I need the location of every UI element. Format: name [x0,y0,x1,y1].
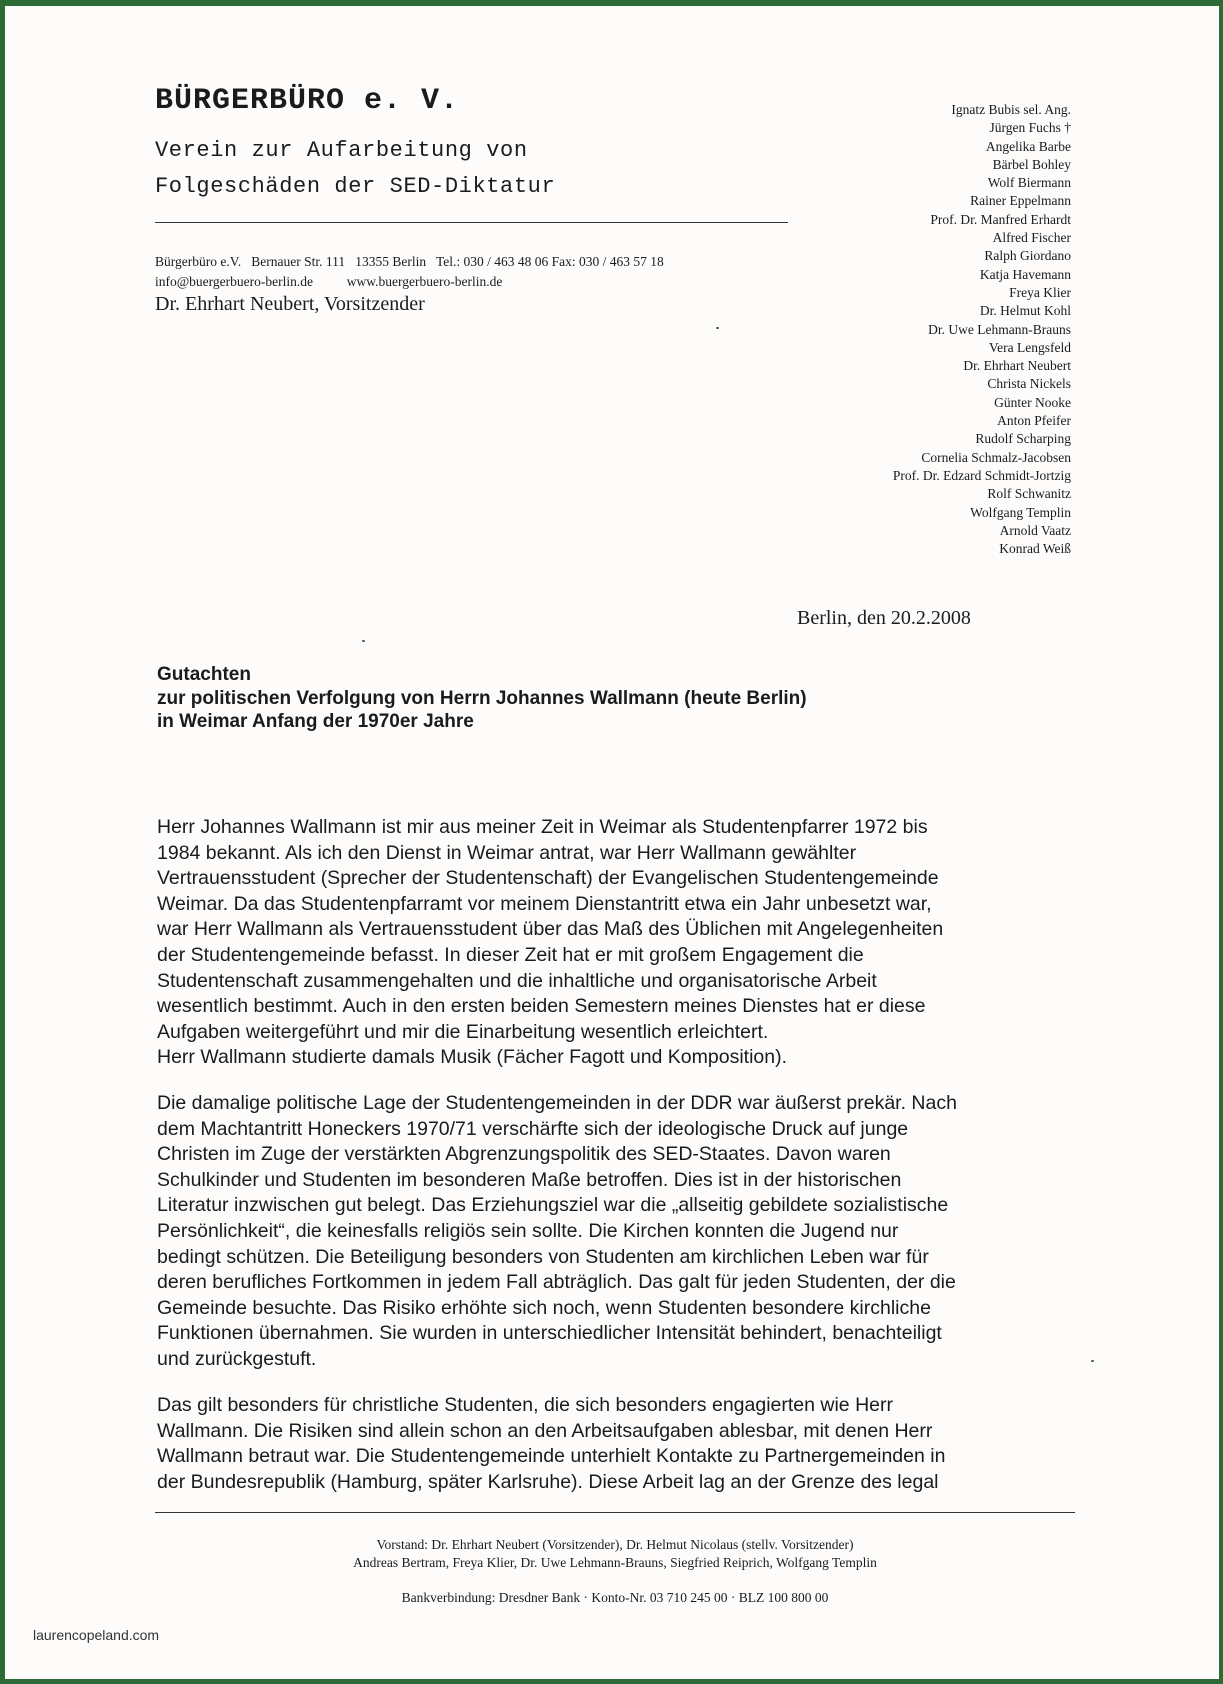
text-line: und zurückgestuft. [157,1347,317,1370]
text-line: Das gilt besonders für christliche Studenten, die sich besonders engagierten wie Herr [157,1394,893,1416]
page-frame-bottom [0,1679,1223,1684]
page-frame-top [0,0,1223,6]
member-name: Konrad Weiß [999,541,1071,557]
text-line: Herr Wallmann studierte damals Musik (Fächer Fagott und Komposition). [157,1046,788,1069]
text-line: der Bundesrepublik (Hamburg, später Karlsruhe). Diese Arbeit lag an der Grenze des legal [157,1470,939,1493]
text-line: Herr Johannes Wallmann ist mir aus meiner Zeit in Weimar als Studentenpfarrer 1972 bis [157,816,928,838]
page-frame-left [0,0,5,1684]
scan-speck [716,327,719,329]
text-line: Persönlichkeit“, die keinesfalls religiös sein sollte. Die Kirchen konnten die Jugend nur [157,1219,899,1242]
bank-details: Bankverbindung: Dresdner Bank · Konto-Nr. 03 710 245 00 · BLZ 100 800 00 [401,1590,829,1605]
member-name: Rudolf Scharping [975,431,1071,447]
member-name: Dr. Helmut Kohl [979,303,1071,319]
text-line: war Herr Wallmann als Vertrauensstudent über das Maß des Üblichen mit Angelegenheiten [157,918,944,941]
text-line: Weimar. Da das Studentenpfarramt vor meinem Dienstantritt etwa ein Jahr unbesetzt war, [157,892,932,915]
text-line: bedingt schützen. Die Beteiligung besonders von Studenten am kirchlichen Leben war für [157,1245,929,1268]
text-line: Funktionen übernahmen. Sie wurden in unterschiedlicher Intensität behindert, benachteiligt [157,1322,942,1345]
member-name: Jürgen Fuchs † [989,120,1071,136]
member-name: Katja Havemann [979,266,1071,282]
member-name: Ignatz Bubis sel. Ang. [951,102,1071,117]
member-name: Ralph Giordano [984,248,1071,264]
address-line: Bürgerbüro e.V. Bernauer Str. 111 13355 Berlin Tel.: 030 / 463 48 06 Fax: 030 / 463 57 18 [155,254,664,269]
text-line: der Studentengemeinde befasst. In dieser Zeit hat er mit großem Engagement die [157,943,864,966]
chairman-line: Dr. Ehrhart Neubert, Vorsitzender [155,293,425,315]
member-name: Wolf Biermann [987,175,1071,191]
text-line: Studentenschaft zusammengehalten und die inhaltliche und organisatorische Arbeit [157,969,877,992]
page-frame-right [1219,0,1223,1684]
member-name: Vera Lengsfeld [988,339,1071,355]
member-name: Christa Nickels [987,376,1071,392]
member-name: Rainer Eppelmann [970,193,1071,209]
text-line: Wallmann betraut war. Die Studentengemeinde unterhielt Kontakte zu Partnergemeinden in [157,1445,946,1468]
board-line-2: Andreas Bertram, Freya Klier, Dr. Uwe Lehmann-Brauns, Siegfried Reiprich, Wolfgang Templin [353,1555,877,1570]
member-name: Prof. Dr. Manfred Erhardt [930,211,1071,227]
organization-name: BÜRGERBÜRO e. V. [155,84,460,118]
heading-subject-line2: in Weimar Anfang der 1970er Jahre [157,711,474,732]
member-name: Rolf Schwanitz [987,486,1071,502]
member-name: Angelika Barbe [985,138,1071,154]
organization-subtitle-line1: Verein zur Aufarbeitung von [155,138,528,163]
document-heading [157,663,807,734]
member-name: Bärbel Bohley [992,156,1071,172]
body-paragraph-2 [157,1091,1087,1373]
member-name: Freya Klier [1009,284,1071,300]
member-name: Alfred Fischer [992,230,1071,246]
heading-subject-line1: zur politischen Verfolgung von Herrn Johannes Wallmann (heute Berlin) [157,687,807,709]
text-line: Gemeinde besuchte. Das Risiko erhöhte sich noch, wenn Studenten besondere kirchliche [157,1296,931,1319]
organization-subtitle-line2: Folgeschäden der SED-Diktatur [155,174,556,199]
text-line: Die damalige politische Lage der Studentengemeinden in der DDR war äußerst prekär. Nach [157,1092,957,1114]
member-name: Dr. Uwe Lehmann-Brauns [928,321,1071,337]
member-name: Günter Nooke [994,394,1071,410]
email-web-line: info@buergerbuero-berlin.de www.buergerbuero-berlin.de [155,274,503,289]
member-name: Prof. Dr. Edzard Schmidt-Jortzig [892,467,1071,483]
watermark-label: laurencopeland.com [33,1627,160,1643]
board-line-1: Vorstand: Dr. Ehrhart Neubert (Vorsitzender), Dr. Helmut Nicolaus (stellv. Vorsitzender) [376,1537,854,1552]
letter-date: Berlin, den 20.2.2008 [797,607,971,629]
member-name: Dr. Ehrhart Neubert [963,358,1071,374]
text-line: Christen im Zuge der verstärkten Abgrenzungspolitik des SED-Staates. Davon waren [157,1143,891,1166]
text-line: Literatur inzwischen gut belegt. Das Erziehungsziel war die „allseitig gebildete sozialistische [157,1194,949,1217]
member-name: Cornelia Schmalz-Jacobsen [921,449,1071,465]
scan-speck [362,640,365,642]
body-paragraph-1 [157,815,1087,1071]
text-line: Vertrauensstudent (Sprecher der Studentenschaft) der Evangelischen Studentengemeinde [157,867,939,890]
body-paragraph-3 [157,1393,1087,1495]
text-line: 1984 bekannt. Als ich den Dienst in Weimar antrat, war Herr Wallmann gewählter [157,841,857,864]
text-line: Wallmann. Die Risiken sind allein schon an den Arbeitsaufgaben ablesbar, mit denen Herr [157,1419,933,1442]
member-name: Arnold Vaatz [999,522,1071,538]
text-line: Schulkinder und Studenten im besonderen Maße betroffen. Dies ist in der historischen [157,1168,902,1191]
text-line: dem Machtantritt Honeckers 1970/71 verschärfte sich der ideologische Druck auf junge [157,1117,909,1140]
members-list [893,101,1071,558]
letterhead-divider [155,222,788,223]
text-line: deren berufliches Fortkommen in jedem Fall abträglich. Das galt für jeden Studenten, der die [157,1271,956,1294]
member-name: Anton Pfeifer [997,413,1071,429]
text-line: Aufgaben weitergeführt und mir die Einarbeitung wesentlich erleichtert. [157,1020,769,1043]
heading-title: Gutachten [157,664,251,685]
scan-speck [1091,1360,1094,1362]
text-line: wesentlich bestimmt. Auch in den ersten beiden Semestern meines Dienstes hat er diese [157,995,926,1018]
member-name: Wolfgang Templin [970,504,1071,520]
footer-divider [155,1512,1075,1513]
